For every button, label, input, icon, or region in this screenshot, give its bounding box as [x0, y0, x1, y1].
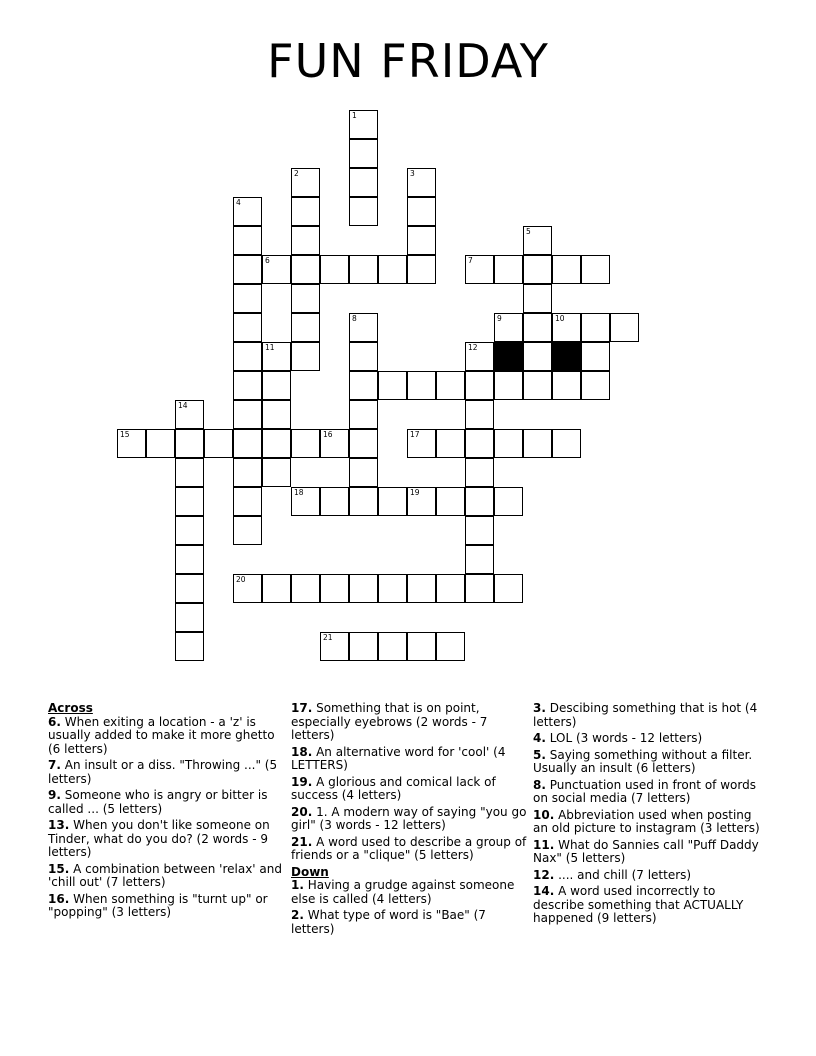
grid-cell[interactable] [291, 313, 320, 342]
grid-cell[interactable] [291, 487, 320, 516]
clue-number: 19. [291, 774, 313, 789]
across-clue [48, 863, 284, 890]
clue-text: When something is "turnt up" or "popping" (3 letters) [48, 891, 268, 919]
clue-text: Having a grudge against someone else is called (4 letters) [291, 878, 515, 906]
clue-number: 2. [291, 908, 304, 922]
grid-cell[interactable] [262, 574, 291, 603]
grid-cell[interactable] [465, 371, 494, 400]
grid-cell[interactable] [523, 255, 552, 284]
grid-cell[interactable] [610, 313, 639, 342]
grid-cell[interactable] [407, 255, 436, 284]
across-clue [291, 806, 527, 833]
grid-cell[interactable] [291, 226, 320, 255]
grid-cell[interactable] [407, 632, 436, 661]
grid-cell[interactable] [233, 284, 262, 313]
clue-text: A glorious and comical lack of success (4 letters) [291, 774, 496, 802]
grid-cell[interactable] [262, 342, 291, 371]
clue-number: 7. [48, 758, 61, 772]
clue-number: 1 [352, 111, 357, 120]
grid-cell[interactable] [349, 197, 378, 226]
grid-cell[interactable] [378, 574, 407, 603]
grid-cell[interactable] [291, 168, 320, 197]
grid-cell[interactable] [233, 313, 262, 342]
clue-number: 21 [323, 633, 333, 642]
grid-cell[interactable] [262, 371, 291, 400]
grid-cell[interactable] [378, 371, 407, 400]
clue-number: 15 [120, 430, 130, 439]
clue-text: What do Sannies call "Puff Daddy Nax" (5 letters) [533, 837, 759, 865]
clue-text: A word used incorrectly to describe something that ACTUALLY happened (9 letters) [533, 884, 744, 925]
across-clue [48, 716, 284, 757]
clue-number: 4. [533, 731, 546, 745]
grid-cell[interactable] [262, 255, 291, 284]
grid-cell[interactable] [494, 487, 523, 516]
clue-number: 16. [48, 891, 70, 906]
grid-cell[interactable] [233, 487, 262, 516]
clue-text: Descibing something that is hot (4 letters) [533, 701, 758, 729]
down-clue [533, 732, 769, 746]
grid-cell[interactable] [494, 574, 523, 603]
grid-cell[interactable] [552, 429, 581, 458]
grid-cell[interactable] [233, 400, 262, 429]
grid-cell[interactable] [320, 255, 349, 284]
down-clue [533, 885, 769, 926]
clue-number: 3 [410, 169, 415, 178]
across-clue [291, 836, 527, 863]
grid-cell[interactable] [436, 429, 465, 458]
grid-cell[interactable] [407, 487, 436, 516]
grid-cell[interactable] [291, 197, 320, 226]
grid-cell[interactable] [349, 429, 378, 458]
clue-text: 1. A modern way of saying "you go girl" (3 words - 12 letters) [291, 804, 527, 832]
grid-cell[interactable] [175, 574, 204, 603]
grid-cell[interactable] [436, 632, 465, 661]
clue-number: 7 [468, 256, 473, 265]
clue-number: 18. [291, 744, 313, 759]
clue-number: 8 [352, 314, 357, 323]
black-cell [494, 342, 523, 371]
grid-cell[interactable] [523, 313, 552, 342]
clue-text: LOL (3 words - 12 letters) [545, 731, 703, 745]
down-clue [533, 702, 769, 729]
clue-number: 12. [533, 867, 555, 882]
clue-number: 13. [48, 818, 70, 832]
grid-cell[interactable] [523, 342, 552, 371]
clue-text: What type of word is "Bae" (7 letters) [291, 908, 486, 936]
grid-cell[interactable] [175, 429, 204, 458]
grid-cell[interactable] [407, 197, 436, 226]
grid-cell[interactable] [349, 632, 378, 661]
across-clue [48, 819, 284, 860]
clue-text: .... and chill (7 letters) [554, 867, 692, 882]
grid-cell[interactable] [291, 429, 320, 458]
down-clue [533, 809, 769, 836]
grid-cell[interactable] [175, 516, 204, 545]
grid-cell[interactable] [233, 255, 262, 284]
grid-cell[interactable] [523, 284, 552, 313]
grid-cell[interactable] [436, 487, 465, 516]
clue-number: 9 [497, 314, 502, 323]
across-clue [291, 702, 527, 743]
across-clue [48, 893, 284, 920]
down-clue [533, 839, 769, 866]
clue-number: 20 [236, 575, 246, 584]
grid-cell[interactable] [378, 255, 407, 284]
clue-number: 21. [291, 834, 313, 849]
clue-number: 15. [48, 861, 70, 876]
grid-cell[interactable] [320, 429, 349, 458]
grid-cell[interactable] [465, 400, 494, 429]
clue-text: When you don't like someone on Tinder, what do you do? (2 words - 9 letters) [48, 818, 270, 859]
clues-column-3 [533, 702, 769, 929]
grid-cell[interactable] [349, 400, 378, 429]
grid-cell[interactable] [204, 429, 233, 458]
grid-cell[interactable] [407, 168, 436, 197]
clue-number: 17. [291, 701, 313, 715]
grid-cell[interactable] [233, 429, 262, 458]
down-clue [533, 779, 769, 806]
grid-cell[interactable] [436, 574, 465, 603]
grid-cell[interactable] [581, 371, 610, 400]
grid-cell[interactable] [465, 458, 494, 487]
grid-cell[interactable] [349, 168, 378, 197]
grid-cell[interactable] [146, 429, 175, 458]
across-heading: Across [48, 701, 93, 715]
grid-cell[interactable] [349, 313, 378, 342]
grid-cell[interactable] [233, 574, 262, 603]
grid-cell[interactable] [494, 371, 523, 400]
clue-number: 1. [291, 878, 304, 892]
grid-cell[interactable] [378, 632, 407, 661]
clue-text: Punctuation used in front of words on social media (7 letters) [533, 777, 756, 805]
grid-cell[interactable] [465, 574, 494, 603]
down-clue [533, 749, 769, 776]
clue-text: Abbreviation used when posting an old picture to instagram (3 letters) [533, 807, 760, 835]
clue-text: An alternative word for 'cool' (4 LETTERS) [291, 744, 506, 772]
clue-number: 6. [48, 714, 61, 729]
clue-number: 10. [533, 807, 555, 822]
clue-text: A combination between 'relax' and 'chill out' (7 letters) [48, 861, 282, 889]
clue-number: 18 [294, 488, 304, 497]
grid-cell[interactable] [349, 458, 378, 487]
grid-cell[interactable] [233, 516, 262, 545]
grid-cell[interactable] [465, 487, 494, 516]
clue-text: An insult or a diss. "Throwing ..." (5 letters) [48, 758, 278, 786]
grid-cell[interactable] [349, 574, 378, 603]
clue-text: Someone who is angry or bitter is called ... (5 letters) [48, 788, 268, 816]
clue-number: 3. [533, 701, 546, 715]
grid-cell[interactable] [552, 371, 581, 400]
clue-number: 14 [178, 401, 188, 410]
clue-number: 9. [48, 788, 61, 802]
grid-cell[interactable] [465, 545, 494, 574]
grid-cell[interactable] [581, 313, 610, 342]
across-clue [48, 789, 284, 816]
grid-cell[interactable] [494, 429, 523, 458]
clue-number: 2 [294, 169, 299, 178]
grid-cell[interactable] [291, 342, 320, 371]
grid-cell[interactable] [175, 632, 204, 661]
clue-number: 5 [526, 227, 531, 236]
clue-text: A word used to describe a group of friends or a "clique" (5 letters) [291, 834, 527, 862]
grid-cell[interactable] [436, 371, 465, 400]
grid-cell[interactable] [349, 255, 378, 284]
grid-cell[interactable] [552, 313, 581, 342]
clue-number: 17 [410, 430, 420, 439]
clue-number: 5. [533, 747, 546, 762]
grid-cell[interactable] [407, 429, 436, 458]
grid-cell[interactable] [407, 226, 436, 255]
grid-cell[interactable] [291, 284, 320, 313]
clue-number: 19 [410, 488, 420, 497]
grid-cell[interactable] [581, 255, 610, 284]
black-cell [552, 342, 581, 371]
grid-cell[interactable] [523, 429, 552, 458]
grid-cell[interactable] [291, 255, 320, 284]
clue-number: 11 [265, 343, 275, 352]
clue-number: 6 [265, 256, 270, 265]
grid-cell[interactable] [465, 429, 494, 458]
grid-cell[interactable] [523, 371, 552, 400]
grid-cell[interactable] [523, 226, 552, 255]
grid-cell[interactable] [233, 226, 262, 255]
grid-cell[interactable] [349, 342, 378, 371]
down-clue [533, 869, 769, 883]
clue-text: Saying something without a filter. Usually an insult (6 letters) [533, 747, 753, 775]
clue-text: When exiting a location - a 'z' is usually added to make it more ghetto (6 letters) [48, 714, 275, 756]
grid-cell[interactable] [175, 487, 204, 516]
grid-cell[interactable] [175, 400, 204, 429]
grid-cell[interactable] [320, 574, 349, 603]
grid-cell[interactable] [320, 487, 349, 516]
across-clue [48, 759, 284, 786]
grid-cell[interactable] [349, 487, 378, 516]
clues-column-1 [48, 702, 284, 923]
puzzle-title: FUN FRIDAY [267, 34, 549, 88]
grid-cell[interactable] [233, 458, 262, 487]
grid-cell[interactable] [349, 110, 378, 139]
grid-cell[interactable] [262, 400, 291, 429]
clue-number: 4 [236, 198, 241, 207]
clue-number: 12 [468, 343, 478, 352]
grid-cell[interactable] [262, 429, 291, 458]
grid-cell[interactable] [407, 574, 436, 603]
grid-cell[interactable] [117, 429, 146, 458]
grid-cell[interactable] [494, 313, 523, 342]
clues-column-2 [291, 702, 527, 939]
clue-number: 20. [291, 804, 313, 819]
grid-cell[interactable] [465, 516, 494, 545]
down-clue [291, 879, 527, 906]
clue-number: 8. [533, 777, 546, 792]
grid-cell[interactable] [581, 342, 610, 371]
down-clue [291, 909, 527, 936]
clue-number: 14. [533, 884, 555, 898]
clue-number: 16 [323, 430, 333, 439]
grid-cell[interactable] [349, 139, 378, 168]
grid-cell[interactable] [407, 371, 436, 400]
grid-cell[interactable] [465, 342, 494, 371]
grid-cell[interactable] [175, 603, 204, 632]
grid-cell[interactable] [552, 255, 581, 284]
grid-cell[interactable] [262, 458, 291, 487]
grid-cell[interactable] [465, 255, 494, 284]
grid-cell[interactable] [291, 574, 320, 603]
grid-cell[interactable] [349, 371, 378, 400]
grid-cell[interactable] [233, 197, 262, 226]
grid-cell[interactable] [233, 371, 262, 400]
grid-cell[interactable] [494, 255, 523, 284]
clue-number: 11. [533, 837, 555, 852]
clue-text: Something that is on point, especially eyebrows (2 words - 7 letters) [291, 701, 488, 742]
across-clue [291, 746, 527, 773]
down-heading: Down [291, 864, 329, 879]
grid-cell[interactable] [233, 342, 262, 371]
grid-cell[interactable] [378, 487, 407, 516]
across-clue [291, 776, 527, 803]
grid-cell[interactable] [320, 632, 349, 661]
grid-cell[interactable] [175, 458, 204, 487]
grid-cell[interactable] [175, 545, 204, 574]
clue-number: 10 [555, 314, 565, 323]
